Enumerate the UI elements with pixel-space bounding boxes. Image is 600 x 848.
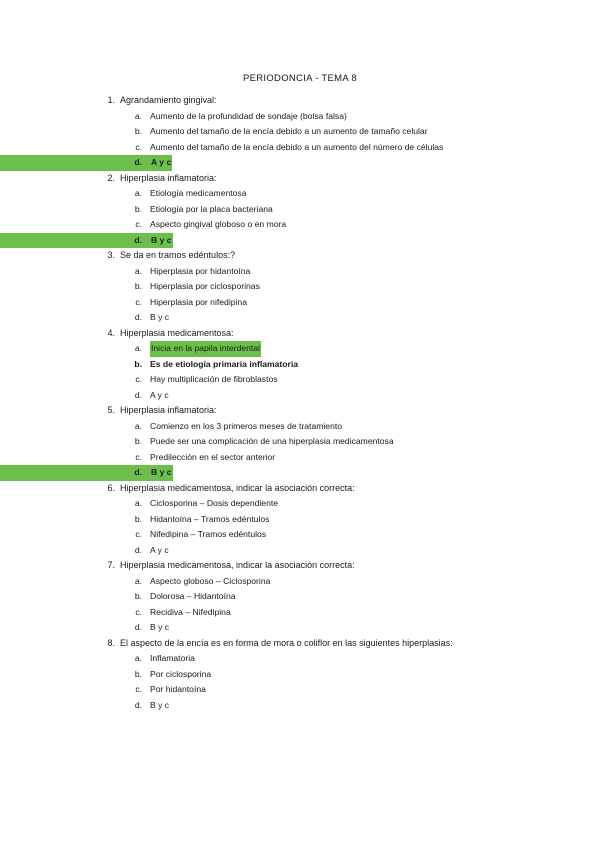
question-number: 3.	[107, 250, 115, 260]
option-text: Aspecto gingival globoso o en mora	[150, 219, 287, 229]
question-stem	[0, 171, 600, 187]
option-letter: c.	[135, 529, 142, 539]
answer-option	[0, 527, 600, 543]
question-number: 6.	[107, 482, 115, 493]
option-text: Predilección en el sector anterior	[150, 451, 276, 462]
answer-option	[0, 589, 600, 605]
answer-option	[0, 310, 600, 326]
option-letter: d.	[134, 312, 142, 322]
question-7	[0, 558, 600, 636]
answer-option	[0, 434, 600, 450]
question-8	[0, 636, 600, 714]
answer-option	[0, 651, 600, 667]
option-letter: d.	[134, 544, 142, 555]
option-letter: a.	[134, 265, 142, 276]
option-text: Hiperplasia por nifedipina	[150, 296, 247, 307]
answer-option	[0, 109, 600, 125]
document-title: PERIODONCIA - TEMA 8	[242, 73, 358, 84]
question-text: El aspecto de la encía es en forma de mora o coliflor en las siguientes hiperplasias:	[120, 637, 453, 648]
option-letter: c.	[135, 606, 142, 617]
option-text: B y c	[150, 699, 170, 710]
option-text: B y c	[150, 233, 173, 249]
question-number: 1.	[107, 95, 115, 105]
answer-option	[0, 388, 600, 404]
question-stem	[0, 93, 600, 109]
option-text: B y c	[150, 622, 170, 632]
question-2	[0, 171, 600, 249]
option-letter: a.	[134, 343, 142, 353]
question-4	[0, 326, 600, 404]
option-letter: c.	[135, 296, 142, 307]
option-text: Puede ser una complicación de una hiperplasia medicamentosa	[150, 436, 394, 446]
option-text: Etiología por la placa bacteriana	[150, 203, 273, 214]
question-number: 8.	[107, 637, 115, 648]
option-text: Inicia en la papila interdental	[150, 341, 261, 357]
answer-option	[0, 574, 600, 590]
question-stem	[0, 326, 600, 342]
option-letter: d.	[134, 622, 142, 632]
answer-option	[0, 124, 600, 140]
question-text: Hiperplasia medicamentosa, indicar la asociación correcta:	[120, 482, 355, 493]
answer-option	[0, 450, 600, 466]
option-letter: d.	[134, 699, 142, 710]
answer-option	[0, 186, 600, 202]
option-text: Recidiva – Nifedipina	[150, 606, 231, 617]
option-letter: b.	[134, 513, 142, 524]
option-letter: d.	[134, 389, 142, 400]
answer-option	[0, 667, 600, 683]
question-stem	[0, 403, 600, 419]
question-number: 7.	[107, 560, 115, 570]
answer-option	[0, 233, 600, 249]
option-text: Nifedipina – Tramos edéntulos	[150, 529, 267, 539]
option-text: Hay multiplicación de fibroblastos	[150, 374, 278, 384]
option-letter: d.	[0, 155, 150, 171]
option-letter: d.	[0, 465, 150, 481]
answer-option	[0, 496, 600, 512]
answer-option	[0, 605, 600, 621]
question-text: Agrandamiento gingival:	[120, 95, 217, 105]
answer-option	[0, 155, 600, 171]
option-text: Etiología medicamentosa	[150, 188, 247, 198]
question-text: Hiperplasia inflamatoria:	[120, 405, 217, 415]
option-letter: b.	[134, 281, 142, 291]
question-number: 4.	[107, 327, 115, 338]
question-stem	[0, 481, 600, 497]
answer-option	[0, 264, 600, 280]
option-letter: c.	[135, 451, 142, 462]
answer-option	[0, 279, 600, 295]
option-letter: a.	[134, 498, 142, 508]
answer-option	[0, 372, 600, 388]
question-1	[0, 93, 600, 171]
option-text: Comienzo en los 3 primeros meses de tratamiento	[150, 420, 343, 431]
answer-option	[0, 512, 600, 528]
option-letter: b.	[134, 358, 142, 369]
question-6	[0, 481, 600, 559]
option-letter: a.	[134, 110, 142, 121]
option-text: Aspecto globoso – Ciclosporina	[150, 575, 271, 586]
option-letter: b.	[134, 436, 142, 446]
option-letter: b.	[134, 126, 142, 136]
option-letter: d.	[0, 233, 150, 249]
option-text: Es de etiología primaria inflamatoria	[150, 358, 299, 369]
option-text: A y c	[150, 389, 169, 400]
option-text: Ciclosporina – Dosis dependiente	[150, 498, 279, 508]
answer-option	[0, 341, 600, 357]
option-text: Hiperplasia por ciclosporinas	[150, 281, 260, 291]
question-5	[0, 403, 600, 481]
option-text: Por ciclosporina	[150, 668, 212, 679]
answer-option	[0, 682, 600, 698]
option-letter: a.	[134, 653, 142, 663]
option-text: B y c	[150, 312, 170, 322]
answer-option	[0, 357, 600, 373]
option-text: B y c	[150, 465, 173, 481]
option-letter: b.	[134, 668, 142, 679]
option-letter: a.	[134, 420, 142, 431]
option-letter: a.	[134, 575, 142, 586]
option-letter: b.	[134, 203, 142, 214]
option-text: A y c	[150, 155, 172, 171]
question-text: Hiperplasia medicamentosa:	[120, 327, 234, 338]
question-stem	[0, 636, 600, 652]
answer-option	[0, 465, 600, 481]
option-letter: c.	[135, 684, 142, 694]
answer-option	[0, 620, 600, 636]
question-number: 2.	[107, 172, 115, 183]
answer-option	[0, 217, 600, 233]
question-text: Se da en tramos edéntulos:?	[120, 250, 236, 260]
option-text: Aumento de la profundidad de sondaje (bolsa falsa)	[150, 110, 347, 121]
answer-option	[0, 698, 600, 714]
option-text: Aumento del tamaño de la encía debido a un aumento de tamaño celular	[150, 126, 428, 136]
option-text: Por hidantoína	[150, 684, 206, 694]
answer-option	[0, 543, 600, 559]
option-text: Hiperplasia por hidantoína	[150, 265, 251, 276]
option-text: Aumento del tamaño de la encía debido a un aumento del número de células	[150, 141, 444, 152]
option-text: Hidantoína – Tramos edéntulos	[150, 513, 270, 524]
option-letter: c.	[135, 374, 142, 384]
question-text: Hiperplasia inflamatoria:	[120, 172, 217, 183]
question-number: 5.	[107, 405, 115, 415]
option-text: A y c	[150, 544, 169, 555]
question-text: Hiperplasia medicamentosa, indicar la asociación correcta:	[120, 560, 355, 570]
question-3	[0, 248, 600, 326]
answer-option	[0, 419, 600, 435]
question-list	[0, 93, 600, 713]
question-stem	[0, 558, 600, 574]
option-text: Dolorosa – Hidantoína	[150, 591, 236, 601]
answer-option	[0, 295, 600, 311]
option-letter: b.	[134, 591, 142, 601]
answer-option	[0, 140, 600, 156]
option-letter: c.	[135, 219, 142, 229]
option-text: Inflamatoria	[150, 653, 195, 663]
option-letter: c.	[135, 141, 142, 152]
question-stem	[0, 248, 600, 264]
answer-option	[0, 202, 600, 218]
option-letter: a.	[134, 188, 142, 198]
